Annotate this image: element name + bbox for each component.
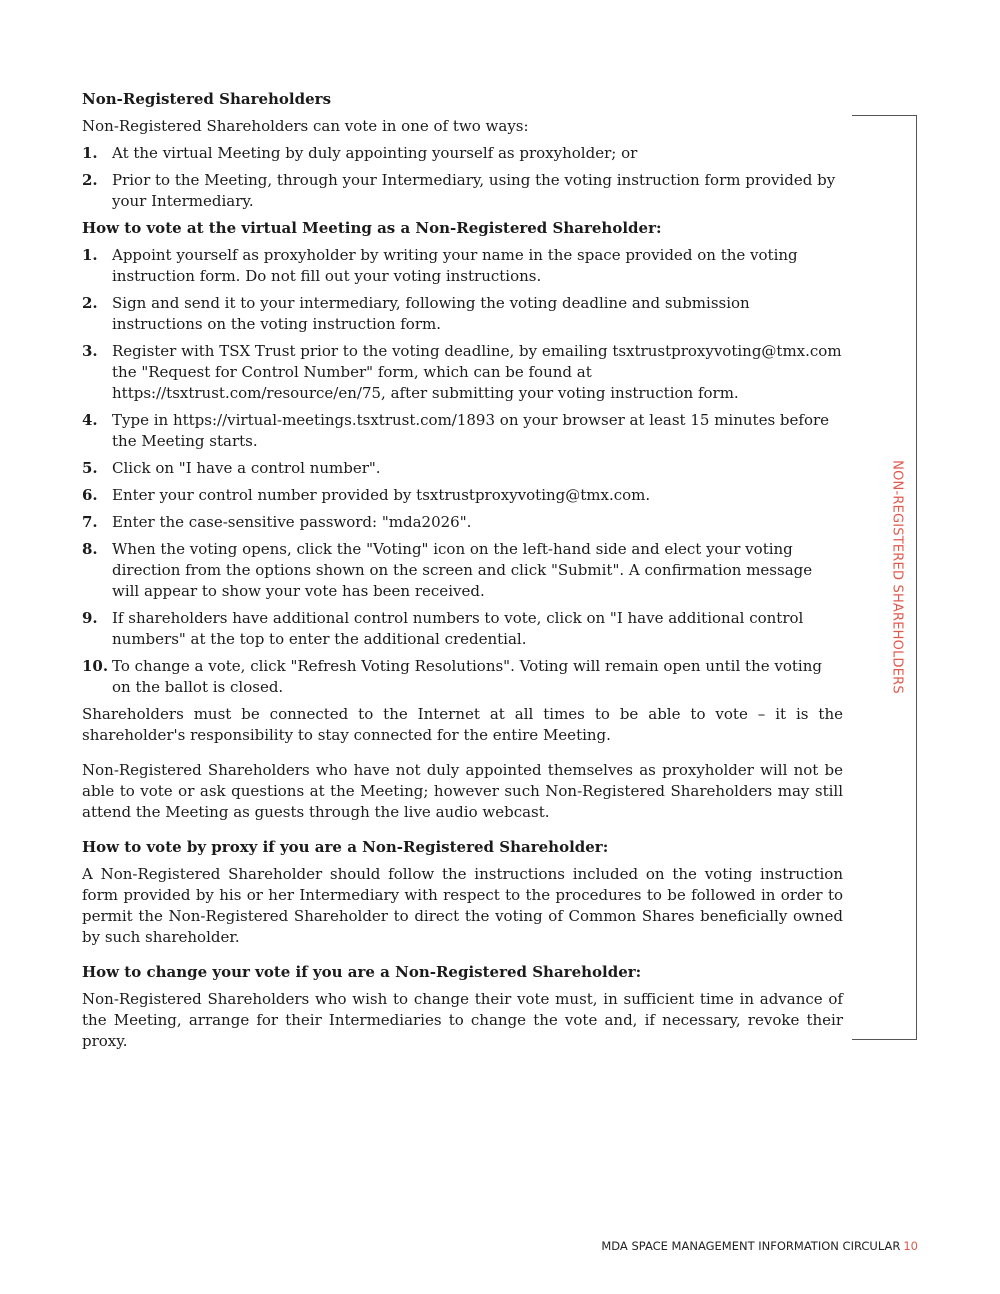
page-footer [601,1239,918,1253]
step-item [82,341,843,404]
step-item [82,608,843,650]
guest-attendance-note: Non-Registered Shareholders who have not duly appointed themselves as proxyholder will not be able to vote or ask questions at the Meeting; however such Non-Registered Shareholders may still attend the Meeting as guests through the live audio webcast. [82,761,843,821]
list-item-number: 2. [82,171,98,189]
change-vote-body: Non-Registered Shareholders who wish to change their vote must, in sufficient time in advance of the Meeting, arrange for their Intermediaries to change the vote and, if necessary, revoke their proxy. [82,990,843,1050]
list-item-text: At the virtual Meeting by duly appointing yourself as proxyholder; or [112,144,638,162]
section-intro: Non-Registered Shareholders can vote in one of two ways: [82,117,529,135]
list-item-number: 1. [82,246,98,264]
list-item [82,143,843,164]
list-item-number: 1. [82,144,98,162]
list-item-number: 8. [82,540,98,558]
list-item-text: Type in https://virtual-meetings.tsxtrust.com/1893 on your browser at least 15 minutes before the Meeting starts. [112,411,830,450]
list-item-text: Register with TSX Trust prior to the voting deadline, by emailing tsxtrustproxyvoting@tmx.com the "Request for Control Number" form, which can be found at https://tsxtrust.com/resource/en/75, after submitting your voting instruction form. [112,342,842,402]
list-item-number: 4. [82,411,98,429]
step-item [82,458,843,479]
section-heading-vote-proxy: How to vote by proxy if you are a Non-Registered Shareholder: [82,838,609,856]
voting-ways-list [82,143,843,212]
list-item-text: Prior to the Meeting, through your Intermediary, using the voting instruction form provided by your Intermediary. [112,171,836,210]
section-frame-top [852,115,917,116]
list-item-text: Appoint yourself as proxyholder by writing your name in the space provided on the voting instruction form. Do not fill out your voting instructions. [112,246,798,285]
list-item-number: 2. [82,294,98,312]
list-item-text: To change a vote, click "Refresh Voting Resolutions". Voting will remain open until the voting on the ballot is closed. [112,657,822,696]
step-item [82,656,843,698]
step-item [82,485,843,506]
section-side-label: NON-REGISTERED SHAREHOLDERS [889,460,905,694]
virtual-voting-steps-list [82,245,843,698]
list-item-text: If shareholders have additional control numbers to vote, click on "I have additional control numbers" at the top to enter the additional credential. [112,609,804,648]
step-item [82,539,843,602]
list-item-number: 3. [82,342,98,360]
list-item-number: 9. [82,609,98,627]
section-heading-change-vote: How to change your vote if you are a Non-Registered Shareholder: [82,963,642,981]
page-content [82,89,843,1058]
footer-title: MDA SPACE MANAGEMENT INFORMATION CIRCULAR [601,1239,901,1253]
section-frame-bottom [852,1039,917,1040]
list-item-text: Sign and send it to your intermediary, following the voting deadline and submission instructions on the voting instruction form. [112,294,750,333]
vote-proxy-body: A Non-Registered Shareholder should follow the instructions included on the voting instruction form provided by his or her Intermediary with respect to the procedures to be followed in order to permit the Non-Registered Shareholder to direct the voting of Common Shares beneficially owned by such shareholder. [82,865,843,946]
list-item-number: 10. [82,657,109,675]
step-item [82,293,843,335]
connection-note: Shareholders must be connected to the Internet at all times to be able to vote – it is the shareholder's responsibility to stay connected for the entire Meeting. [82,705,843,744]
step-item [82,245,843,287]
list-item-text: When the voting opens, click the "Voting" icon on the left-hand side and elect your voting direction from the options shown on the screen and click "Submit". A confirmation message will appear to show your vote has been received. [112,540,813,600]
page-number: 10 [903,1239,918,1253]
list-item-number: 6. [82,486,98,504]
section-heading-vote-virtual: How to vote at the virtual Meeting as a Non-Registered Shareholder: [82,219,662,237]
list-item-number: 5. [82,459,98,477]
list-item-text: Enter your control number provided by tsxtrustproxyvoting@tmx.com. [112,486,651,504]
section-heading-non-registered: Non-Registered Shareholders [82,90,332,108]
section-frame-right [916,115,917,1040]
list-item-number: 7. [82,513,98,531]
list-item-text: Enter the case-sensitive password: "mda2026". [112,513,472,531]
step-item [82,410,843,452]
list-item-text: Click on "I have a control number". [112,459,381,477]
list-item [82,170,843,212]
step-item [82,512,843,533]
